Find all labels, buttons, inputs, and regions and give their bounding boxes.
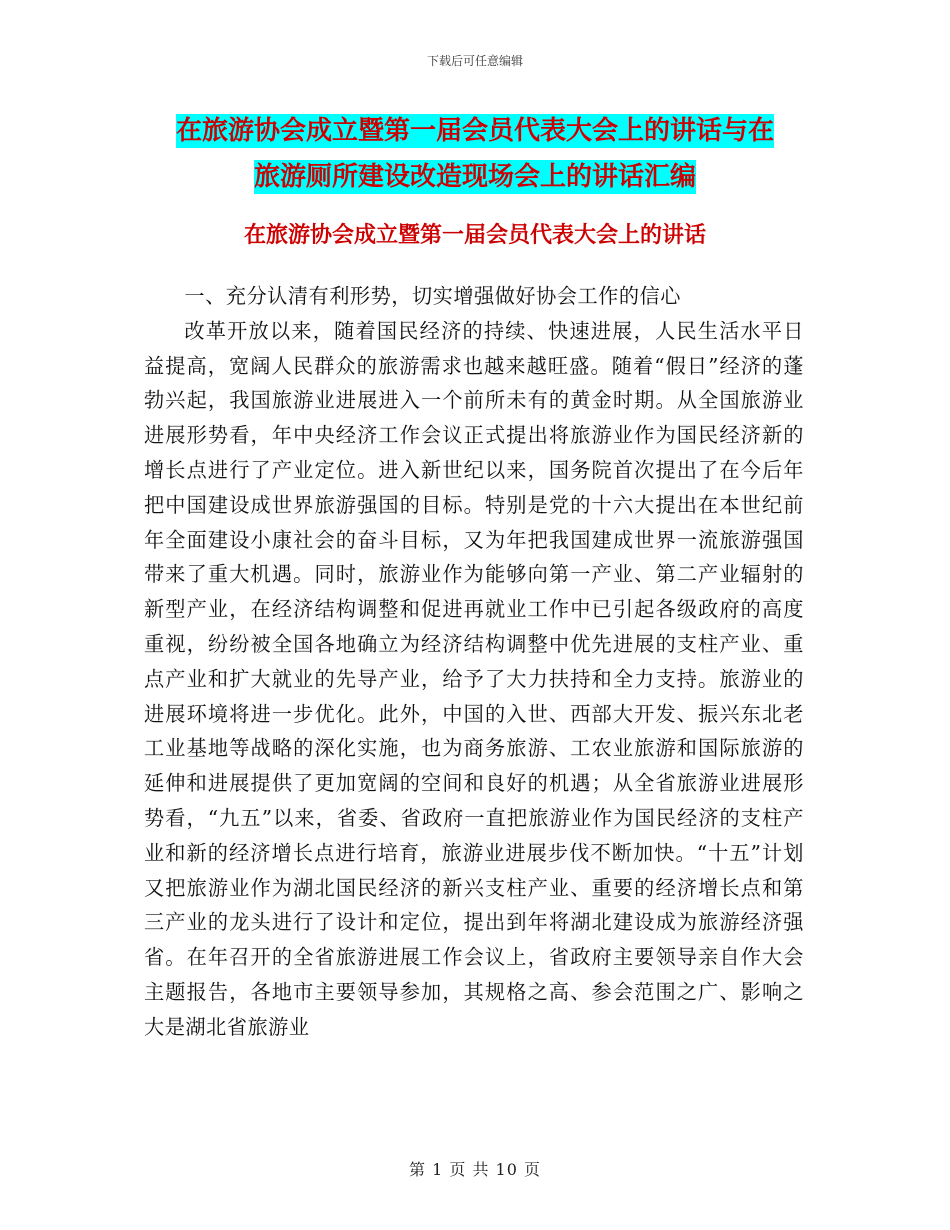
document-title-line-2: 旅游厕所建设改造现场会上的讲话汇编 bbox=[253, 162, 696, 192]
document-title-line-1: 在旅游协会成立暨第一届会员代表大会上的讲话与在 bbox=[175, 116, 774, 146]
document-body bbox=[144, 279, 804, 1045]
speech-title: 在旅游协会成立暨第一届会员代表大会上的讲话 bbox=[243, 223, 706, 248]
section-heading: 一、充分认清有利形势，切实增强做好协会工作的信心 bbox=[184, 284, 681, 308]
document-title bbox=[0, 108, 950, 200]
page-number-footer: 第 1 页 共 10 页 bbox=[409, 1160, 541, 1179]
body-paragraph: 改革开放以来，随着国民经济的持续、快速进展，人民生活水平日益提高，宽阔人民群众的旅游需求也越来越旺盛。随着“假日”经济的蓬勃兴起，我国旅游业进展进入一个前所未有的黄金时期。从全国旅游业进展形势看，年中央经济工作会议正式提出将旅游业作为国民经济新的增长点进行了产业定位。进入新世纪以来，国务院首次提出了在今后年把中国建设成世界旅游强国的目标。特别是党的十六大提出在本世纪前年全面建设小康社会的奋斗目标，又为年把我国建成世界一流旅游强国带来了重大机遇。同时，旅游业作为能够向第一产业、第二产业辐射的新型产业，在经济结构调整和促进再就业工作中已引起各级政府的高度重视，纷纷被全国各地确立为经济结构调整中优先进展的支柱产业、重点产业和扩大就业的先导产业，给予了大力扶持和全力支持。旅游业的进展环境将进一步优化。此外，中国的入世、西部大开发、振兴东北老工业基地等战略的深化实施，也为商务旅游、工农业旅游和国际旅游的延伸和进展提供了更加宽阔的空间和良好的机遇；从全省旅游业进展形势看，“九五”以来，省委、省政府一直把旅游业作为国民经济的支柱产业和新的经济增长点进行培育，旅游业进展步伐不断加快。“十五”计划又把旅游业作为湖北国民经济的新兴支柱产业、重要的经济增长点和第三产业的龙头进行了设计和定位，提出到年将湖北建设成为旅游经济强省。在年召开的全省旅游进展工作会议上，省政府主要领导亲自作大会主题报告，各地市主要领导参加，其规格之高、参会范围之广、影响之大是湖北省旅游业 bbox=[144, 318, 804, 1039]
page-header-note: 下载后可任意编辑 bbox=[426, 54, 523, 68]
